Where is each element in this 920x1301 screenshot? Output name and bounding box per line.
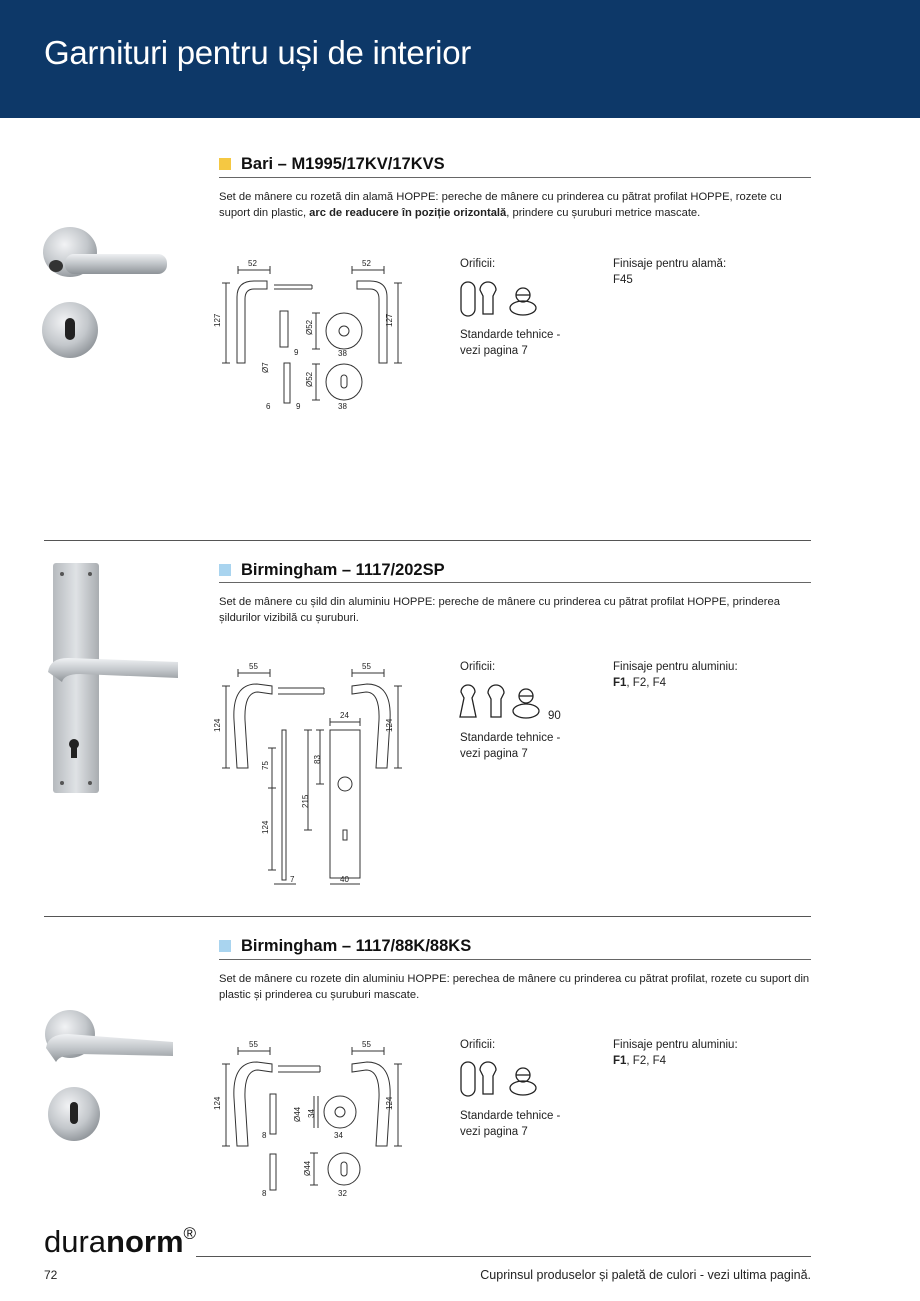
footer-rule [196,1256,811,1257]
section-rule [219,177,811,178]
svg-text:Ø52: Ø52 [305,319,314,335]
footer-note: Cuprinsul produselor și paletă de culori - vezi ultima pagină. [480,1268,811,1282]
svg-text:127: 127 [213,313,222,327]
yellow-square-icon [219,158,231,170]
svg-text:Ø52: Ø52 [305,371,314,387]
section-divider [44,540,811,541]
svg-text:40: 40 [340,875,349,884]
svg-text:34: 34 [307,1109,316,1118]
svg-text:32: 32 [338,1189,347,1198]
dim-label: 52 [248,259,257,268]
finish-info: Finisaje pentru aluminiu: F1, F2, F4 [613,1039,738,1067]
svg-text:124: 124 [385,1096,394,1110]
bari-product-photo [40,222,180,372]
svg-text:34: 34 [334,1131,343,1140]
svg-text:215: 215 [301,794,310,808]
svg-text:52: 52 [362,259,371,268]
svg-text:124: 124 [213,1096,222,1110]
finish-info: Finisaje pentru alamă: F45 [613,258,727,286]
svg-text:Ø7: Ø7 [261,362,270,373]
standards-note: Standarde tehnice - vezi pagina 7 [460,732,561,760]
section-title-birmingham-88k: Birmingham – 1117/88K/88KS [219,937,471,956]
svg-text:127: 127 [385,313,394,327]
svg-text:83: 83 [313,755,322,764]
svg-text:38: 38 [338,402,347,411]
svg-text:Ø44: Ø44 [303,1160,312,1176]
svg-text:124: 124 [261,820,270,834]
svg-text:55: 55 [249,1040,258,1049]
section-title-birmingham-202sp: Birmingham – 1117/202SP [219,561,445,580]
page-header [0,0,920,118]
section-rule [219,582,811,583]
standards-note: Standarde tehnice - vezi pagina 7 [460,1110,561,1138]
svg-text:38: 38 [338,349,347,358]
svg-text:124: 124 [213,718,222,732]
section-title-bari: Bari – M1995/17KV/17KVS [219,155,445,174]
svg-text:124: 124 [385,718,394,732]
svg-text:8: 8 [262,1189,267,1198]
page-title: Garnituri pentru uși de interior [44,34,471,71]
finish-info: Finisaje pentru aluminiu: F1, F2, F4 [613,661,738,689]
bari-technical-drawing [212,255,412,415]
section-description: Set de mânere cu rozetă din alamă HOPPE: pereche de mânere cu prinderea cu pătrat profilat HOPPE, rozete cu suport din plastic, arc de readucere în poziție orizontală, prindere cu șuruburi metrice mascate. [219,191,782,219]
svg-text:55: 55 [249,662,258,671]
birmingham-88k-technical-drawing [212,1038,412,1204]
section-description: Set de mânere cu șild din aluminiu HOPPE: pereche de mânere cu prinderea cu pătrat profilat HOPPE, prinderea șildurilor vizibilă cu șuruburi. [219,596,780,624]
orifice-icons [456,280,546,320]
svg-text:55: 55 [362,1040,371,1049]
orifices-label: Orificii: [460,661,496,673]
svg-text:24: 24 [340,711,349,720]
birmingham-88k-product-photo [40,1004,180,1154]
orifice-size-label: 90 [548,710,561,722]
svg-text:55: 55 [362,662,371,671]
birmingham-202sp-technical-drawing [212,660,412,892]
brand-logo: duranorm® [44,1224,197,1259]
svg-text:9: 9 [294,348,299,357]
standards-note: Standarde tehnice - vezi pagina 7 [460,329,561,357]
svg-text:7: 7 [290,875,295,884]
svg-text:6: 6 [266,402,271,411]
birmingham-plate-photo [40,560,185,800]
blue-square-icon [219,940,231,952]
blue-square-icon [219,564,231,576]
svg-text:9: 9 [296,402,301,411]
page-number: 72 [44,1268,58,1282]
orifices-label: Orificii: [460,1039,496,1051]
section-divider [44,916,811,917]
svg-text:Ø44: Ø44 [293,1106,302,1122]
orifice-icons [456,683,546,723]
svg-text:75: 75 [261,761,270,770]
orifice-icons [456,1060,546,1100]
svg-text:8: 8 [262,1131,267,1140]
section-rule [219,959,811,960]
section-description: Set de mânere cu rozete din aluminiu HOPPE: perechea de mânere cu prinderea cu pătrat profilat, rozete cu suport din plastic și prinderea cu șuruburi mascate. [219,973,810,1001]
orifices-label: Orificii: [460,258,496,270]
